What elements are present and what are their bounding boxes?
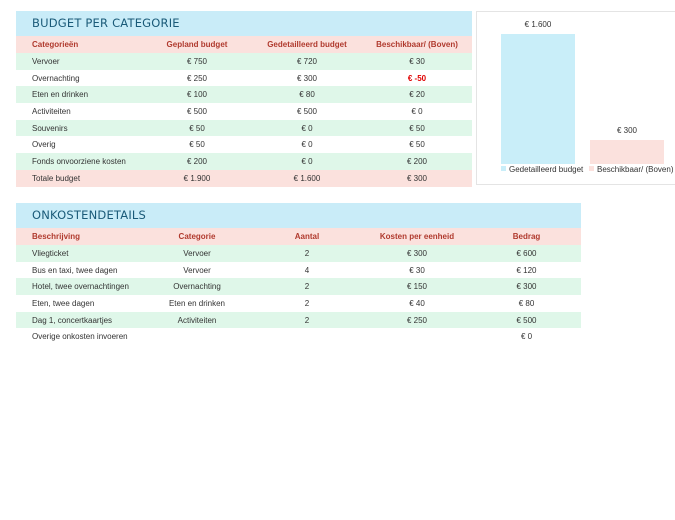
table-row [16, 153, 472, 170]
cell[interactable]: Overnachting [142, 278, 252, 295]
bar-label-detailed: € 1.600 [524, 20, 552, 29]
header-quantity[interactable]: Aantal [252, 228, 362, 245]
cell[interactable]: € 500 [472, 312, 581, 329]
legend-swatch [501, 166, 506, 171]
legend-item-available [589, 165, 673, 174]
table-row [16, 120, 472, 137]
table-row [16, 86, 472, 103]
cell[interactable]: € 30 [362, 262, 472, 279]
cell[interactable]: € 100 [142, 86, 252, 103]
cell[interactable]: Overige onkosten invoeren [16, 328, 142, 345]
cell[interactable]: € 0 [252, 153, 362, 170]
cell[interactable]: 2 [252, 312, 362, 329]
budget-chart[interactable] [476, 11, 675, 185]
legend-label: Gedetailleerd budget [509, 165, 584, 174]
cell[interactable]: € 0 [472, 328, 581, 345]
cell[interactable]: € 120 [472, 262, 581, 279]
cell[interactable]: € 0 [362, 103, 472, 120]
cell[interactable]: Vervoer [142, 245, 252, 262]
cell[interactable]: € 500 [252, 103, 362, 120]
cell[interactable]: Hotel, twee overnachtingen [16, 278, 142, 295]
bar-detailed-budget[interactable] [501, 34, 575, 164]
legend-item-detailed [501, 165, 583, 174]
header-amount[interactable]: Bedrag [472, 228, 581, 245]
cell[interactable]: Activiteiten [142, 312, 252, 329]
cell[interactable]: Vervoer [142, 262, 252, 279]
cell[interactable]: € 50 [142, 120, 252, 137]
table-row [16, 278, 581, 295]
cell[interactable]: Fonds onvoorziene kosten [16, 153, 142, 170]
budget-table [16, 36, 472, 187]
cell[interactable]: € 300 [252, 70, 362, 87]
cell[interactable]: € 200 [362, 153, 472, 170]
cell[interactable]: € 720 [252, 53, 362, 70]
cell[interactable] [362, 328, 472, 345]
budget-title: BUDGET PER CATEGORIE [16, 11, 472, 36]
total-planned[interactable]: € 1.900 [142, 170, 252, 187]
header-available[interactable]: Beschikbaar/ (Boven) [362, 36, 472, 53]
cell[interactable]: € 300 [362, 245, 472, 262]
header-category[interactable]: Categorie [142, 228, 252, 245]
cell[interactable]: € 30 [362, 53, 472, 70]
cell[interactable]: € 50 [142, 136, 252, 153]
total-available[interactable]: € 300 [362, 170, 472, 187]
table-row [16, 53, 472, 70]
budget-per-category-table [16, 11, 472, 187]
expenses-table [16, 228, 581, 345]
cell[interactable] [142, 328, 252, 345]
cell[interactable]: Eten en drinken [142, 295, 252, 312]
cell[interactable]: € 20 [362, 86, 472, 103]
cell[interactable]: € 0 [252, 136, 362, 153]
cell-negative[interactable]: € -50 [362, 70, 472, 87]
table-row [16, 70, 472, 87]
cell[interactable]: € 50 [362, 120, 472, 137]
table-row [16, 136, 472, 153]
cell[interactable]: 2 [252, 245, 362, 262]
cell[interactable]: Overig [16, 136, 142, 153]
cell[interactable]: 2 [252, 295, 362, 312]
cell[interactable]: € 40 [362, 295, 472, 312]
cell[interactable]: Activiteiten [16, 103, 142, 120]
bar-available[interactable] [590, 140, 664, 164]
cell[interactable]: € 300 [472, 278, 581, 295]
table-row [16, 328, 581, 345]
budget-header-row [16, 36, 472, 53]
cell[interactable]: € 750 [142, 53, 252, 70]
bar-label-available: € 300 [616, 126, 638, 135]
cell[interactable]: Vervoer [16, 53, 142, 70]
table-row [16, 245, 581, 262]
cell[interactable]: Souvenirs [16, 120, 142, 137]
cell[interactable]: € 500 [142, 103, 252, 120]
expense-details-table [16, 203, 581, 345]
total-detailed[interactable]: € 1.600 [252, 170, 362, 187]
table-row [16, 262, 581, 279]
table-row [16, 295, 581, 312]
cell[interactable]: Overnachting [16, 70, 142, 87]
cell[interactable] [252, 328, 362, 345]
total-label[interactable]: Totale budget [16, 170, 142, 187]
cell[interactable]: 4 [252, 262, 362, 279]
cell[interactable]: Dag 1, concertkaartjes [16, 312, 142, 329]
cell[interactable]: Eten en drinken [16, 86, 142, 103]
table-row [16, 312, 581, 329]
cell[interactable]: 2 [252, 278, 362, 295]
cell[interactable]: € 250 [142, 70, 252, 87]
legend-label: Beschikbaar/ (Boven) [597, 165, 674, 174]
header-categories[interactable]: Categorieën [16, 36, 142, 53]
cell[interactable]: Vliegticket [16, 245, 142, 262]
header-description[interactable]: Beschrijving [16, 228, 142, 245]
total-row [16, 170, 472, 187]
table-row [16, 103, 472, 120]
cell[interactable]: Eten, twee dagen [16, 295, 142, 312]
header-unit-cost[interactable]: Kosten per eenheid [362, 228, 472, 245]
cell[interactable]: € 600 [472, 245, 581, 262]
cell[interactable]: € 80 [252, 86, 362, 103]
header-detailed-budget[interactable]: Gedetailleerd budget [252, 36, 362, 53]
expenses-title: ONKOSTENDETAILS [16, 203, 581, 228]
header-planned-budget[interactable]: Gepland budget [142, 36, 252, 53]
legend-swatch [589, 166, 594, 171]
cell[interactable]: € 250 [362, 312, 472, 329]
cell[interactable]: € 200 [142, 153, 252, 170]
cell[interactable]: € 150 [362, 278, 472, 295]
cell[interactable]: € 50 [362, 136, 472, 153]
expenses-header-row [16, 228, 581, 245]
cell[interactable]: € 80 [472, 295, 581, 312]
cell[interactable]: € 0 [252, 120, 362, 137]
cell[interactable]: Bus en taxi, twee dagen [16, 262, 142, 279]
